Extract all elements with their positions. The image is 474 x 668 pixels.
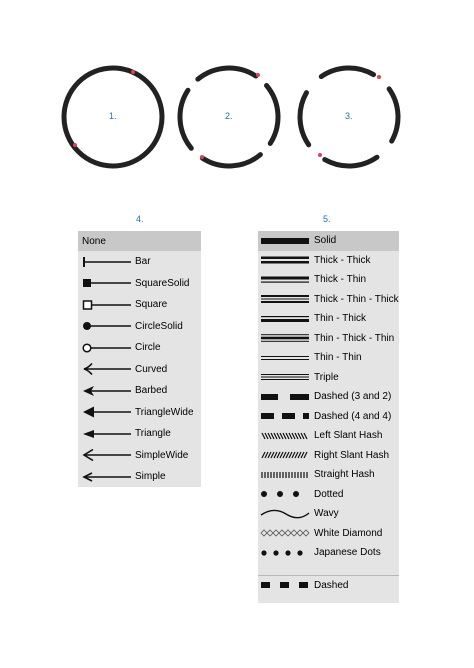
line-style-label: Dashed (4 and 4) bbox=[314, 410, 392, 422]
marker-dot bbox=[200, 155, 204, 159]
end-style-square[interactable] bbox=[78, 294, 201, 316]
thin-thick-line-icon bbox=[260, 313, 310, 325]
line-style-label: Thin - Thin bbox=[314, 352, 362, 364]
figure-label-1: 1. bbox=[109, 111, 117, 121]
thick-thin-line-icon bbox=[260, 274, 310, 286]
line-style-thick-thin[interactable] bbox=[258, 270, 399, 290]
line-style-japanese-dots[interactable] bbox=[258, 543, 399, 563]
list-spacer bbox=[258, 563, 399, 575]
end-style-circle-solid[interactable] bbox=[78, 316, 201, 338]
bar-end-icon bbox=[81, 256, 131, 268]
thick-thick-line-icon bbox=[260, 254, 310, 266]
end-style-barbed[interactable] bbox=[78, 380, 201, 402]
line-style-label: Thick - Thick bbox=[314, 254, 371, 266]
line-style-label: Solid bbox=[314, 235, 337, 247]
end-style-label: Curved bbox=[135, 363, 168, 375]
line-style-label: Right Slant Hash bbox=[314, 449, 390, 461]
figure-label-5: 5. bbox=[323, 214, 331, 224]
line-style-white-diamond[interactable] bbox=[258, 524, 399, 544]
end-style-simple[interactable] bbox=[78, 466, 201, 488]
line-style-thin-thick[interactable] bbox=[258, 309, 399, 329]
dashed-4-4-line-icon bbox=[260, 410, 310, 422]
end-style-simple-wide[interactable] bbox=[78, 445, 201, 467]
end-style-label: Barbed bbox=[135, 385, 168, 397]
simple-wide-arrow-icon bbox=[81, 449, 131, 461]
line-style-wavy[interactable] bbox=[258, 504, 399, 524]
triple-line-icon bbox=[260, 371, 310, 383]
simple-arrow-icon bbox=[81, 471, 131, 483]
marker-dot bbox=[73, 143, 77, 147]
left-slant-hash-line-icon bbox=[260, 430, 310, 442]
line-style-thin-thick-thin[interactable] bbox=[258, 329, 399, 349]
line-style-label: Triple bbox=[314, 371, 339, 383]
white-diamond-line-icon bbox=[260, 527, 310, 539]
barbed-arrow-icon bbox=[81, 385, 131, 397]
end-style-label: Circle bbox=[135, 342, 161, 354]
thin-thick-thin-line-icon bbox=[260, 332, 310, 344]
end-style-label: Simple bbox=[135, 471, 166, 483]
line-style-triple[interactable] bbox=[258, 368, 399, 388]
figure-label-4: 4. bbox=[136, 214, 144, 224]
japanese-dots-line-icon bbox=[260, 547, 310, 559]
triangle-arrow-icon bbox=[81, 428, 131, 440]
end-style-label: Square bbox=[135, 299, 168, 311]
line-style-label: Thin - Thick bbox=[314, 313, 367, 325]
line-style-label: Dashed bbox=[314, 579, 349, 591]
line-style-label: Japanese Dots bbox=[314, 547, 381, 559]
marker-dot bbox=[131, 70, 135, 74]
curved-arrow-icon bbox=[81, 363, 131, 375]
figure-label-3: 3. bbox=[345, 111, 353, 121]
figure-label-2: 2. bbox=[225, 111, 233, 121]
end-style-label: TriangleWide bbox=[135, 406, 194, 418]
line-style-thin-thin[interactable] bbox=[258, 348, 399, 368]
marker-dot bbox=[377, 75, 381, 79]
line-style-dashed-4-4[interactable] bbox=[258, 407, 399, 427]
end-style-bar[interactable] bbox=[78, 251, 201, 273]
marker-dot bbox=[256, 73, 260, 77]
end-style-label: None bbox=[82, 235, 106, 247]
dashed-3-2-line-icon bbox=[260, 391, 310, 403]
circle-solid-end-icon bbox=[81, 320, 131, 332]
line-style-current-dashed[interactable] bbox=[258, 576, 399, 596]
end-style-none[interactable] bbox=[78, 231, 201, 251]
line-style-label: Left Slant Hash bbox=[314, 430, 383, 442]
line-style-dashed-3-2[interactable] bbox=[258, 387, 399, 407]
line-style-label: Wavy bbox=[314, 508, 339, 520]
end-style-triangle-wide[interactable] bbox=[78, 402, 201, 424]
thick-thin-thick-line-icon bbox=[260, 293, 310, 305]
end-style-label: Bar bbox=[135, 256, 151, 268]
line-style-right-slant-hash[interactable] bbox=[258, 446, 399, 466]
line-style-label: Straight Hash bbox=[314, 469, 375, 481]
right-slant-hash-line-icon bbox=[260, 449, 310, 461]
line-style-left-slant-hash[interactable] bbox=[258, 426, 399, 446]
triangle-wide-arrow-icon bbox=[81, 406, 131, 418]
line-style-list bbox=[258, 231, 399, 603]
end-style-label: Triangle bbox=[135, 428, 171, 440]
dotted-line-icon bbox=[260, 488, 310, 500]
line-style-straight-hash[interactable] bbox=[258, 465, 399, 485]
end-style-square-solid[interactable] bbox=[78, 273, 201, 295]
dashed-line-icon bbox=[260, 579, 310, 591]
line-style-label: Dashed (3 and 2) bbox=[314, 391, 392, 403]
line-style-thick-thick[interactable] bbox=[258, 251, 399, 271]
line-end-style-list bbox=[78, 231, 201, 487]
marker-dot bbox=[318, 153, 322, 157]
end-style-label: CircleSolid bbox=[135, 320, 183, 332]
end-style-circle[interactable] bbox=[78, 337, 201, 359]
line-style-label: White Diamond bbox=[314, 527, 383, 539]
circle-figures bbox=[0, 0, 474, 200]
square-solid-end-icon bbox=[81, 277, 131, 289]
line-style-thick-thin-thick[interactable] bbox=[258, 290, 399, 310]
line-style-label: Dotted bbox=[314, 488, 344, 500]
solid-line-icon bbox=[260, 235, 310, 247]
thin-thin-line-icon bbox=[260, 352, 310, 364]
wavy-line-icon bbox=[260, 508, 310, 520]
circle-end-icon bbox=[81, 342, 131, 354]
line-style-dotted[interactable] bbox=[258, 485, 399, 505]
end-style-curved[interactable] bbox=[78, 359, 201, 381]
line-style-label: Thin - Thick - Thin bbox=[314, 332, 395, 344]
line-style-label: Thick - Thin - Thick bbox=[314, 293, 399, 305]
straight-hash-line-icon bbox=[260, 469, 310, 481]
end-style-label: SimpleWide bbox=[135, 449, 189, 461]
end-style-triangle[interactable] bbox=[78, 423, 201, 445]
square-end-icon bbox=[81, 299, 131, 311]
line-style-solid[interactable] bbox=[258, 231, 399, 251]
line-style-label: Thick - Thin bbox=[314, 274, 367, 286]
end-style-label: SquareSolid bbox=[135, 277, 190, 289]
